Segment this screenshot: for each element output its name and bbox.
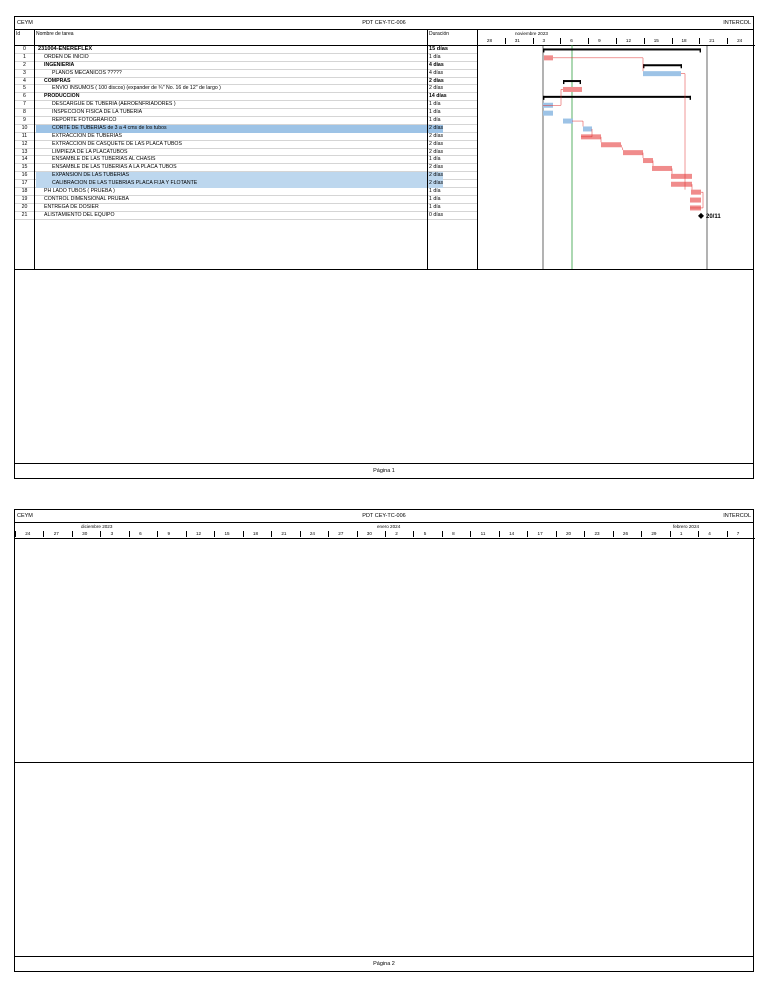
task-bar <box>690 198 701 203</box>
task-id: 16 <box>21 172 28 179</box>
timescale-day: 27 <box>53 531 59 536</box>
task-bar <box>671 174 692 179</box>
dependency-link <box>681 74 685 190</box>
task-row[interactable] <box>15 117 477 125</box>
task-bar <box>563 119 573 124</box>
task-row[interactable] <box>15 70 477 78</box>
task-name: EXTRACCION DE CASQUETE DE LAS PLACA TUBOS <box>52 140 182 147</box>
task-bar <box>643 158 653 163</box>
timescale-tick <box>556 531 557 537</box>
timescale-day: 9 <box>167 531 171 536</box>
task-id: 9 <box>23 117 26 124</box>
task-duration: 2 días <box>429 85 444 92</box>
task-duration: 2 días <box>429 124 444 131</box>
task-id: 14 <box>21 156 28 163</box>
task-table <box>15 29 477 220</box>
summary-bar <box>543 96 691 98</box>
timescale-tick <box>300 531 301 537</box>
task-bar <box>652 166 672 171</box>
summary-bar <box>643 64 682 66</box>
task-bar <box>643 71 681 76</box>
task-duration: 1 día <box>429 156 441 163</box>
header-right: INTERCOL <box>723 20 751 26</box>
timescale-day: 24 <box>25 531 31 536</box>
timescale-tick <box>613 531 614 537</box>
gantt-chart <box>477 29 755 269</box>
summary-bar-cap <box>580 80 581 84</box>
header-center: PDT CEY-TC-006 <box>362 20 406 26</box>
task-name: ALISTAMIENTO DEL EQUIPO <box>44 211 115 218</box>
task-bar <box>601 142 621 147</box>
page-divider <box>15 269 753 270</box>
task-duration: 4 días <box>429 69 444 76</box>
task-id: 3 <box>23 69 26 76</box>
timescale-day: 27 <box>338 531 344 536</box>
timescale-month: diciembre 2023 <box>81 524 113 529</box>
task-row[interactable] <box>15 172 477 180</box>
task-name: ENSAMBLE DE LAS TUBERIAS AL CHASIS <box>52 156 156 163</box>
timescale-month: noviembre 2023 <box>515 31 548 36</box>
timescale-tick <box>442 531 443 537</box>
col-divider <box>34 29 35 269</box>
task-row[interactable] <box>15 164 477 172</box>
page-divider <box>15 762 753 763</box>
task-row[interactable] <box>15 109 477 117</box>
timescale-tick <box>129 531 130 537</box>
timescale-tick <box>470 531 471 537</box>
task-row[interactable] <box>15 78 477 86</box>
task-id: 6 <box>23 93 26 100</box>
task-duration: 1 día <box>429 53 441 60</box>
timescale-day: 12 <box>196 531 202 536</box>
task-row[interactable] <box>15 156 477 164</box>
timescale-day: 6 <box>570 38 573 43</box>
task-id: 13 <box>21 148 28 155</box>
timescale-day: 7 <box>736 531 740 536</box>
timescale-day: 17 <box>537 531 543 536</box>
timescale-tick <box>72 531 73 537</box>
timescale-day: 26 <box>622 531 629 536</box>
timescale-day: 30 <box>82 531 88 536</box>
task-id: 2 <box>23 61 26 68</box>
task-row[interactable] <box>15 180 477 188</box>
task-id: 20 <box>21 203 28 210</box>
gantt-bars <box>477 29 755 269</box>
task-name: 231004-ENEREFLEX <box>38 46 93 52</box>
summary-bar-cap <box>543 96 544 100</box>
task-row[interactable] <box>15 149 477 157</box>
timescale-tick <box>357 531 358 537</box>
timescale-tick <box>328 531 329 537</box>
timescale-day: 6 <box>139 531 142 536</box>
task-row[interactable] <box>15 212 477 220</box>
timescale-month: enero 2024 <box>377 524 401 529</box>
timescale-day: 3 <box>542 38 546 43</box>
milestone-label: 20/11 <box>706 213 721 220</box>
task-duration: 1 día <box>429 117 441 124</box>
timescale-tick <box>670 531 671 537</box>
task-name: ENVIO INSUMOS ( 100 discos) (expander de ¾" No. 16 de 12" de largo ) <box>52 85 221 92</box>
task-name: PLANOS MECÁNICOS ????? <box>52 69 122 76</box>
task-bar <box>544 55 553 60</box>
timescale-day: 29 <box>651 531 657 536</box>
task-name: CALIBRACION DE LAS TUEBRIAS PLACA FIJA Y FLOTANTE <box>36 180 443 188</box>
task-name: INSPECCION FISICA DE LA TUBERIA <box>52 109 143 116</box>
header-left: CEYM <box>17 20 33 26</box>
task-duration: 2 días <box>429 132 444 139</box>
task-bar <box>583 126 592 131</box>
timescale-tick <box>584 531 585 537</box>
task-row[interactable] <box>15 46 477 54</box>
timescale-day: 18 <box>252 531 259 536</box>
timescale-day: 18 <box>681 38 687 43</box>
task-duration: 2 días <box>429 148 444 155</box>
timescale-tick <box>243 531 244 537</box>
dependency-link <box>621 145 623 150</box>
timescale-day: 11 <box>480 531 486 536</box>
task-name: INGENIERIA <box>44 61 75 68</box>
task-duration: 14 días <box>429 93 447 100</box>
dependency-link <box>572 121 583 126</box>
task-id: 10 <box>21 124 28 131</box>
task-duration: 15 días <box>429 46 448 52</box>
page-footer: Página 1 <box>15 463 753 478</box>
timescale-tick <box>271 531 272 537</box>
task-name: DESCARGUE DE TUBERIA (AEROENFRIADORES ) <box>52 101 176 108</box>
task-duration: 1 día <box>429 101 441 108</box>
timescale-tick <box>385 531 386 537</box>
summary-bar-cap <box>681 64 682 68</box>
task-duration: 2 días <box>429 77 444 84</box>
timescale-day: 4 <box>708 531 711 536</box>
task-duration: 2 días <box>429 140 444 147</box>
timescale <box>15 522 755 539</box>
task-row[interactable] <box>15 141 477 149</box>
summary-bar <box>543 48 701 50</box>
timescale-day: 31 <box>514 38 520 43</box>
timescale-day: 21 <box>709 38 715 43</box>
timescale-day: 21 <box>281 531 287 536</box>
task-row[interactable] <box>15 133 477 141</box>
task-id: 11 <box>21 132 28 139</box>
timescale-day: 30 <box>366 531 372 536</box>
task-id: 7 <box>23 101 26 108</box>
timescale-tick <box>527 531 528 537</box>
task-rows <box>15 46 477 220</box>
task-row[interactable] <box>15 62 477 70</box>
timescale-day: 5 <box>423 531 427 536</box>
task-name: CORTE DE TUBERIAS de 3 a 4 cms de los tubos <box>36 125 443 133</box>
page-2 <box>14 509 754 972</box>
timescale-tick <box>214 531 215 537</box>
col-name-header: Nombre de tarea <box>36 31 74 37</box>
timescale-tick <box>157 531 158 537</box>
task-id: 8 <box>23 109 26 116</box>
col-id-header: Id <box>16 31 21 37</box>
timescale-day: 14 <box>509 531 515 536</box>
task-id: 21 <box>21 211 28 218</box>
summary-bar-cap <box>543 48 544 52</box>
task-id: 4 <box>23 77 26 84</box>
task-duration: 0 días <box>429 211 444 218</box>
task-row[interactable] <box>15 54 477 62</box>
summary-bar-cap <box>700 48 701 52</box>
task-name: EXPANSION DE LAS TUBERIAS <box>36 172 443 180</box>
task-bar <box>671 182 692 187</box>
task-name: ORDEN DE INICIO <box>44 53 89 60</box>
timescale-day: 15 <box>653 38 659 43</box>
timescale-day: 24 <box>309 531 315 536</box>
summary-bar-cap <box>563 80 564 84</box>
timescale-day: 1 <box>679 531 683 536</box>
task-row[interactable] <box>15 85 477 93</box>
timescale-day: 12 <box>625 38 632 43</box>
task-name: CONTROL DIMENSIONAL PRUEBA <box>44 195 129 202</box>
task-bar <box>691 190 701 195</box>
timescale-day: 8 <box>452 531 455 536</box>
header-center: PDT CEY-TC-006 <box>362 513 406 519</box>
task-bar <box>563 87 582 92</box>
timescale-tick <box>499 531 500 537</box>
task-row[interactable] <box>15 196 477 204</box>
task-id: 12 <box>21 140 28 147</box>
timescale-tick <box>698 531 699 537</box>
timescale-day: 23 <box>594 531 600 536</box>
timescale-day: 24 <box>737 38 743 43</box>
timescale-tick <box>15 531 16 537</box>
task-table-header <box>15 29 477 46</box>
timescale-month: febrero 2024 <box>673 524 700 529</box>
task-bar <box>543 111 553 116</box>
task-duration: 2 días <box>429 172 444 179</box>
timescale-tick <box>43 531 44 537</box>
task-duration: 2 días <box>429 164 444 171</box>
task-name: LIMPIEZA DE LA PLACATUBOS <box>52 148 128 155</box>
timescale-day: 28 <box>486 38 493 43</box>
col-divider <box>427 29 428 269</box>
task-name: PRODUCCION <box>44 93 80 100</box>
task-row[interactable] <box>15 125 477 133</box>
summary-bar <box>563 80 581 82</box>
task-duration: 1 día <box>429 195 441 202</box>
dependency-link <box>553 58 643 71</box>
task-id: 18 <box>21 188 28 195</box>
timescale-tick <box>641 531 642 537</box>
task-name: EXTRACCION DE TUBERIAS <box>52 132 122 139</box>
timescale-day: 3 <box>110 531 114 536</box>
task-id: 0 <box>23 46 26 52</box>
task-id: 19 <box>21 195 28 202</box>
task-duration: 1 día <box>429 188 441 195</box>
task-name: COMPRAS <box>44 77 71 84</box>
timescale-day: 15 <box>224 531 230 536</box>
timescale-tick <box>186 531 187 537</box>
summary-bar-cap <box>690 96 691 100</box>
milestone-marker <box>698 213 704 219</box>
task-row[interactable] <box>15 101 477 109</box>
timescale-day: 2 <box>395 531 398 536</box>
task-row[interactable] <box>15 204 477 212</box>
task-id: 1 <box>23 53 26 60</box>
task-id: 15 <box>21 164 28 171</box>
task-row[interactable] <box>15 93 477 101</box>
timescale-day: 9 <box>598 38 601 43</box>
header-right: INTERCOL <box>723 513 751 519</box>
task-bar <box>623 150 643 155</box>
page-footer: Página 2 <box>15 956 753 971</box>
timescale-tick <box>413 531 414 537</box>
task-duration: 2 días <box>429 180 444 187</box>
timescale-tick <box>727 531 728 537</box>
header-left: CEYM <box>17 513 33 519</box>
task-duration: 4 días <box>429 61 444 68</box>
task-id: 5 <box>23 85 26 92</box>
task-name: ENTREGA DE DOSIER <box>44 203 99 210</box>
task-duration: 1 día <box>429 109 441 116</box>
task-duration: 1 día <box>429 203 441 210</box>
task-id: 17 <box>21 180 28 187</box>
task-name: PH LADO TUBOS ( PRUEBA ) <box>44 188 115 195</box>
task-name: REPORTE FOTOGRAFICO <box>52 117 117 124</box>
task-name: ENSAMBLE DE LAS TUBERIAS A LA PLACA TUBOS <box>52 164 177 171</box>
timescale-tick <box>100 531 101 537</box>
task-row[interactable] <box>15 188 477 196</box>
page-1 <box>14 16 754 479</box>
timescale-day: 20 <box>566 531 572 536</box>
col-duration-header: Duración <box>429 31 450 37</box>
